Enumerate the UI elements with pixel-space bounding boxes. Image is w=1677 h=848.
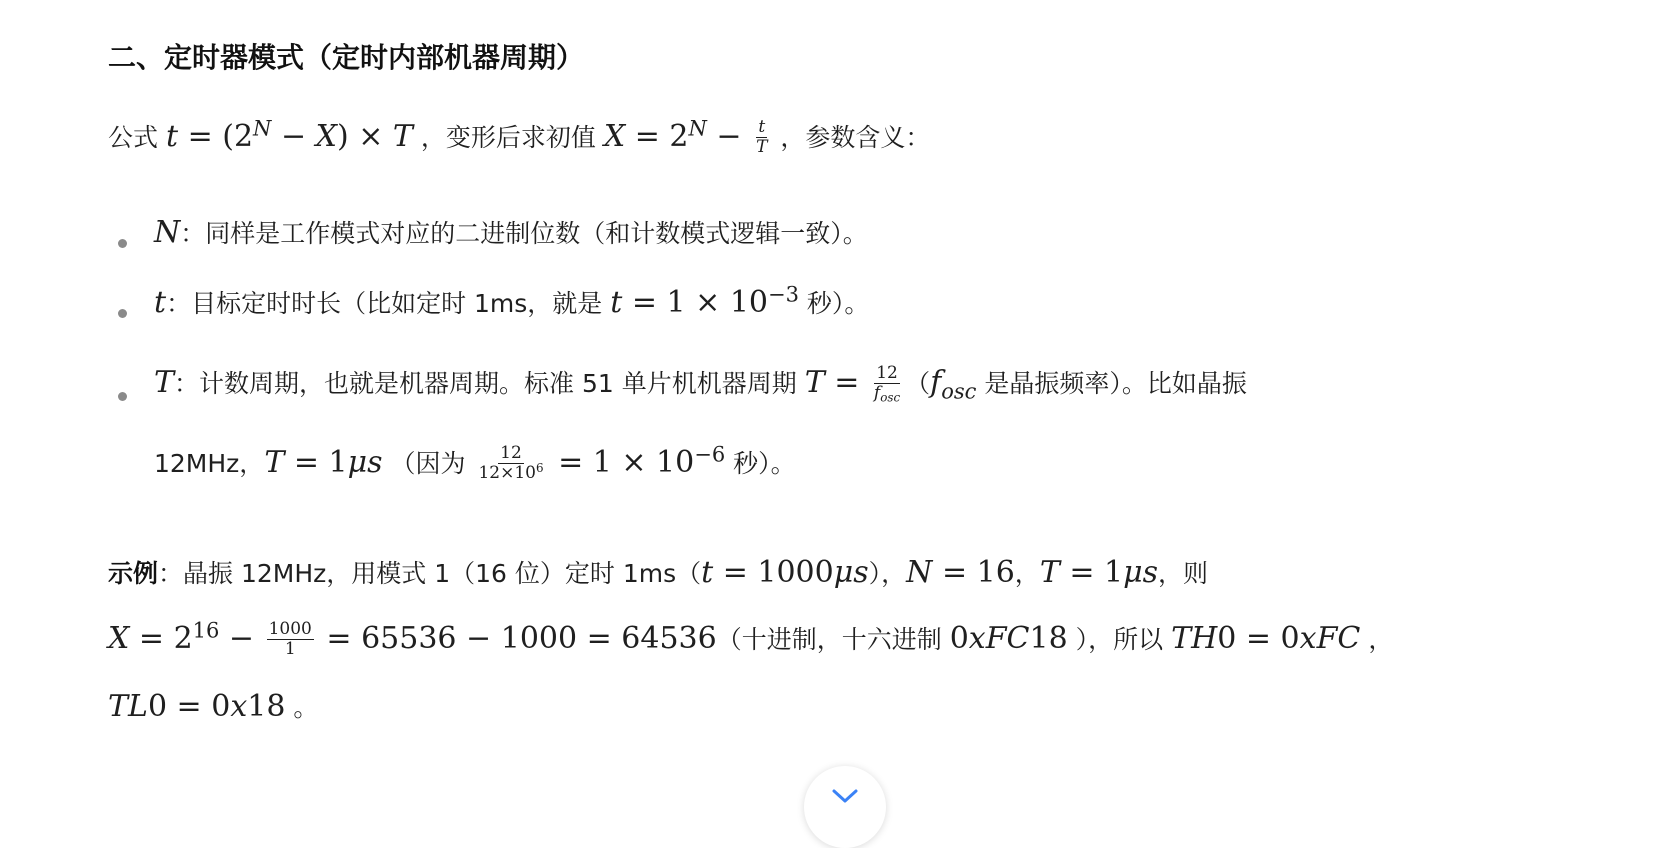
formula-main: $t = (2^N - X) \times T$	[165, 116, 413, 154]
list-item-t	[154, 284, 869, 320]
example-line1-b: ），	[868, 559, 907, 588]
math-t: t	[154, 285, 167, 320]
bullet-dot	[118, 309, 127, 318]
section-heading: 二、定时器模式（定时内部机器周期）	[108, 41, 585, 74]
math-n-16: N = 16	[906, 555, 1015, 590]
bullet-dot	[118, 239, 127, 248]
list-item-t-text-a: ：目标定时时长（比如定时 1ms，就是	[166, 289, 603, 318]
example-line1-a: ：晶振 12MHz，用模式 1（16 位）定时 1ms（	[158, 559, 702, 588]
list-item-T-text-c: 12MHz，	[154, 449, 265, 478]
example-line-1	[108, 554, 1208, 590]
list-item-T-text-a: ：计数周期，也就是机器周期。标准 51 单片机机器周期	[174, 369, 797, 398]
list-item-n	[154, 214, 868, 250]
formula-suffix: ，参数含义：	[780, 123, 931, 152]
chevron-down-icon	[831, 788, 859, 804]
math-tl0: TL0 = 0x18	[108, 689, 286, 724]
example-line3-a: 。	[293, 693, 319, 722]
list-item-t-text-b: 秒）。	[806, 289, 870, 318]
example-line-3	[108, 688, 318, 724]
math-t-value: $t = 1 \times 10^{-3}$	[610, 282, 799, 320]
math-T: T	[154, 365, 175, 400]
math-th0: TH0 = 0xFC	[1171, 621, 1361, 656]
math-x-calc: $X = 2^{16}$ − $\frac{1000}{1}$ = 65536 − 1000 = 64536	[108, 618, 717, 659]
math-T-1us: T = 1μs	[1039, 555, 1159, 590]
math-fosc: $f_{osc}$	[930, 365, 977, 404]
bullet-dot	[118, 392, 127, 401]
scroll-down-button[interactable]	[804, 766, 886, 848]
math-T-one: T = 1μs	[264, 445, 383, 480]
math-n: N	[154, 215, 181, 250]
math-T-calc: $\frac{12}{12\times 10^6}$ = $1 \times 10^{-6}$	[478, 442, 726, 483]
example-line2-a: （十进制，十六进制	[716, 625, 942, 654]
list-item-T-text-d: （因为	[390, 449, 466, 478]
formula-mid: ，变形后求初值	[420, 123, 596, 152]
formula-line	[108, 118, 930, 157]
math-T-formula: T = $\frac{12}{f_{osc}}$	[804, 363, 901, 405]
list-item-T-text-b: 是晶振频率）。比如晶振	[984, 369, 1247, 398]
example-line2-c: ，	[1368, 625, 1394, 654]
example-line2-b: ），所以	[1075, 625, 1164, 654]
example-line1-d: ，则	[1158, 559, 1209, 588]
example-line1-c: ，	[1014, 559, 1040, 588]
formula-prefix: 公式	[108, 123, 159, 152]
example-label: 示例	[108, 559, 159, 588]
math-t-1000: t = 1000μs	[701, 555, 869, 590]
list-item-T-continued	[154, 444, 796, 483]
list-item-T-text-e: 秒）。	[733, 449, 796, 478]
math-hex: 0xFC18	[949, 621, 1068, 656]
example-line-2	[108, 620, 1393, 659]
list-item-T: T：计数周期，也就是机器周期。标准 51 单片机机器周期 T = $\frac{12}{f_{osc}}$ （$f_{osc}$ 是晶振频率）。比如晶振	[154, 363, 1247, 405]
list-item-n-text: ：同样是工作模式对应的二进制位数（和计数模式逻辑一致）。	[180, 219, 868, 248]
formula-inverse: $X = 2^N$ − $\frac{t}{T}$	[603, 116, 768, 157]
